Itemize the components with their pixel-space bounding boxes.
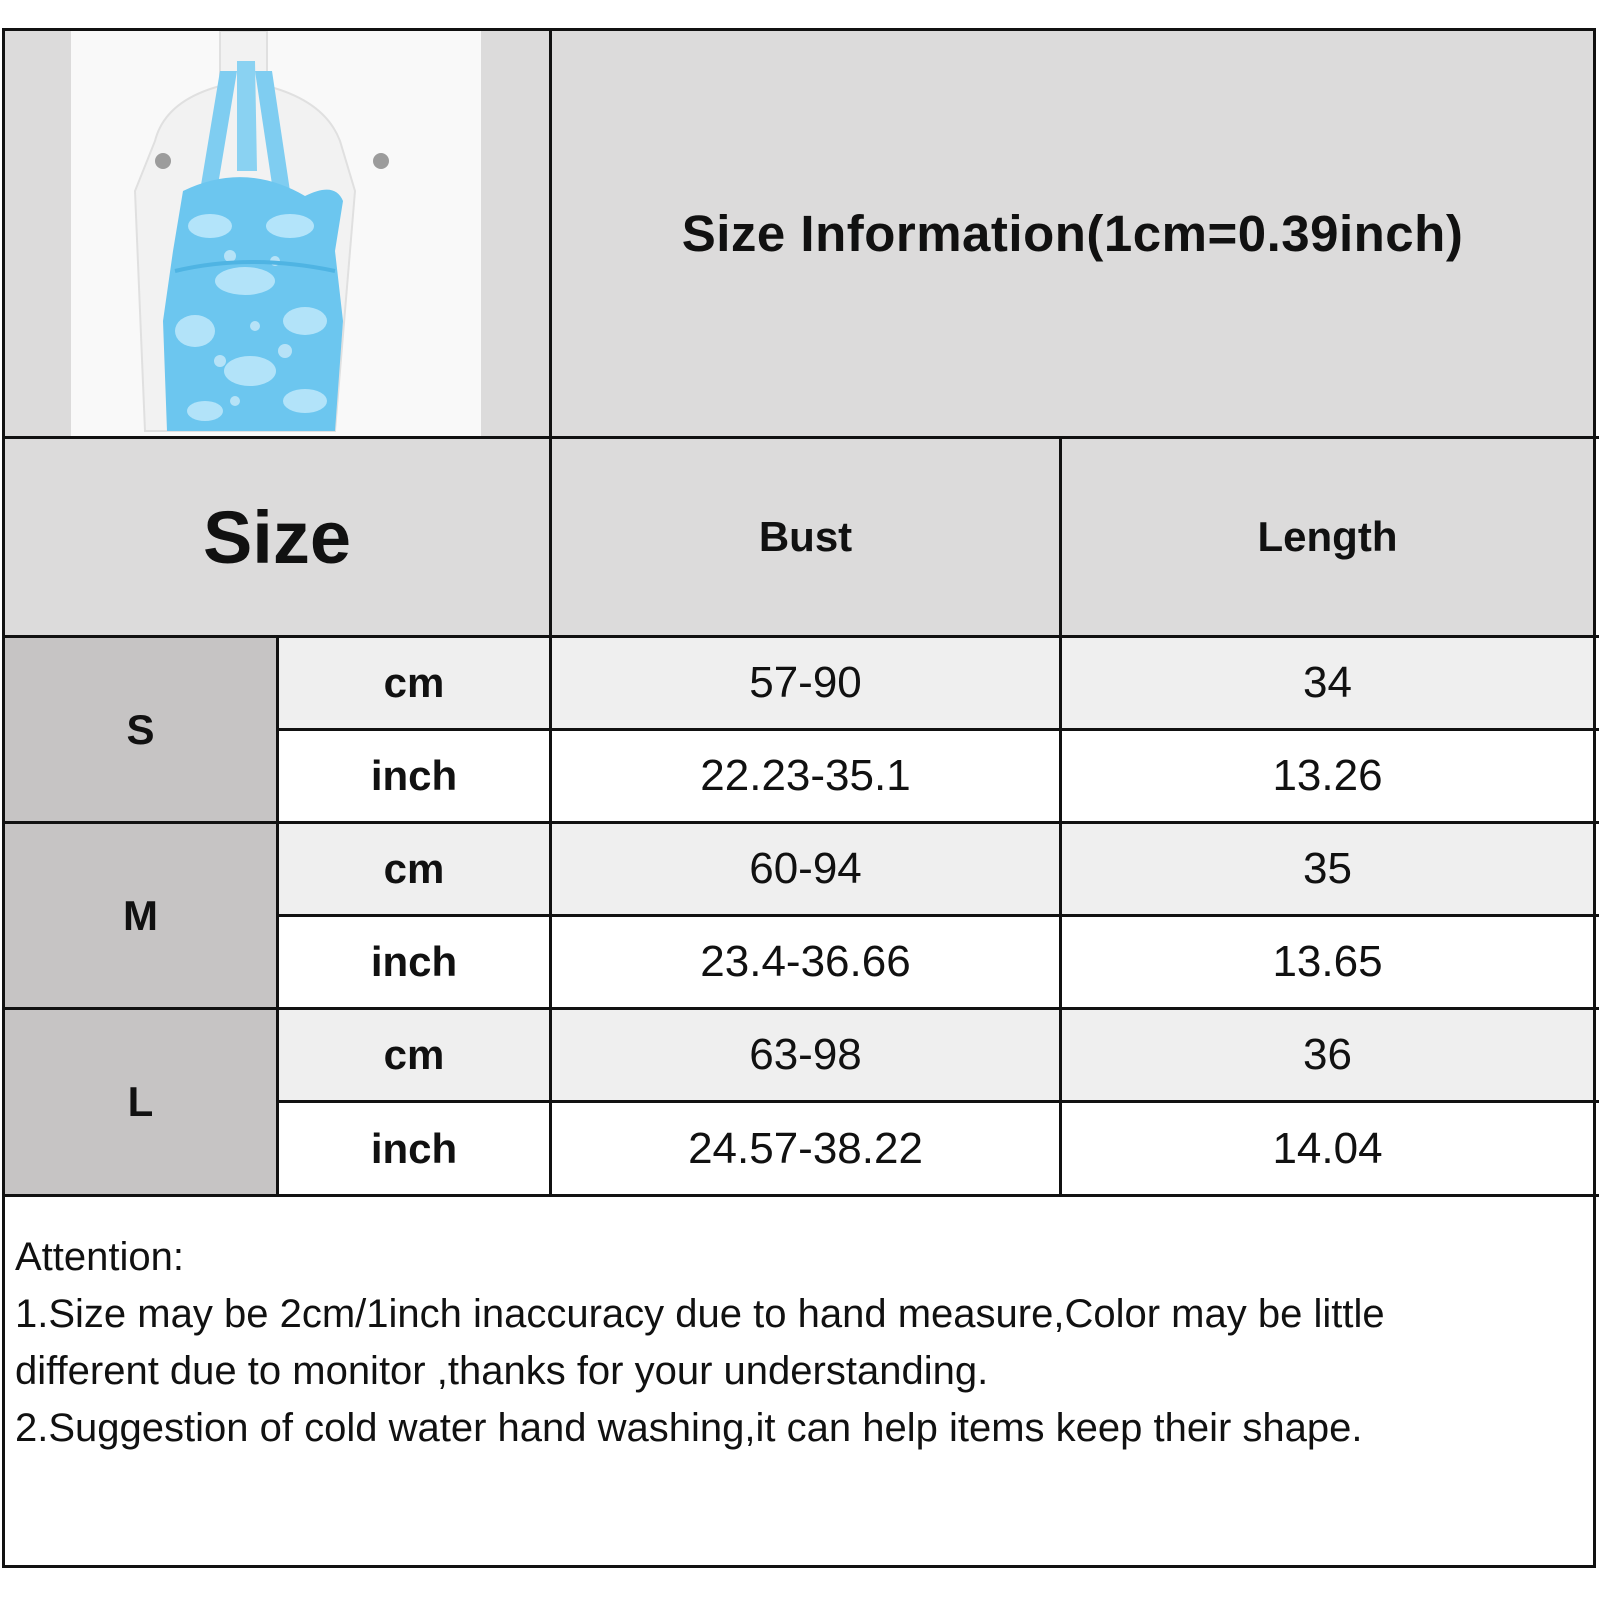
length-value: 13.26 bbox=[1272, 751, 1383, 800]
bust-header-cell bbox=[552, 439, 1059, 635]
grid-line bbox=[5, 1194, 1599, 1197]
grid-line bbox=[5, 821, 1599, 824]
grid-line bbox=[1059, 436, 1062, 1197]
grid-line bbox=[5, 1007, 1599, 1010]
length-value-cell bbox=[1062, 1103, 1593, 1194]
bust-value-cell bbox=[552, 824, 1059, 914]
notes-heading: Attention: bbox=[15, 1235, 185, 1279]
grid-line bbox=[276, 635, 279, 1197]
bust-value-cell bbox=[552, 1010, 1059, 1100]
grid-line bbox=[279, 728, 1599, 731]
product-photo bbox=[5, 31, 549, 436]
grid-line bbox=[279, 914, 1599, 917]
size-label: L bbox=[127, 1078, 154, 1125]
size-header-cell bbox=[5, 439, 549, 635]
bust-value-cell bbox=[552, 731, 1059, 821]
size-label: S bbox=[126, 705, 155, 753]
bust-value: 23.4-36.66 bbox=[700, 937, 911, 986]
unit-cell bbox=[279, 1103, 549, 1194]
unit-cell bbox=[279, 824, 549, 914]
size-chart bbox=[2, 28, 1596, 1568]
bust-header: Bust bbox=[758, 513, 853, 560]
unit-label: cm bbox=[383, 1031, 445, 1078]
attention-notes bbox=[15, 1229, 1585, 1457]
grid-line bbox=[5, 635, 1599, 638]
length-value: 35 bbox=[1303, 844, 1352, 893]
size-label: M bbox=[123, 891, 158, 939]
unit-label: inch bbox=[370, 752, 458, 799]
length-value-cell bbox=[1062, 731, 1593, 821]
bust-value: 57-90 bbox=[749, 658, 862, 707]
size-header: Size bbox=[202, 495, 352, 579]
product-photo-cell bbox=[5, 31, 549, 436]
length-value-cell bbox=[1062, 917, 1593, 1007]
unit-label: cm bbox=[383, 845, 445, 892]
unit-cell bbox=[279, 917, 549, 1007]
length-value: 34 bbox=[1303, 658, 1352, 707]
length-value-cell bbox=[1062, 1010, 1593, 1100]
notes-line: 1.Size may be 2cm/1inch inaccuracy due to hand measure,Color may be little bbox=[15, 1292, 1385, 1336]
title-cell bbox=[552, 31, 1593, 436]
bust-value-cell bbox=[552, 638, 1059, 728]
length-value-cell bbox=[1062, 824, 1593, 914]
chart-title: Size Information(1cm=0.39inch) bbox=[681, 205, 1464, 262]
unit-label: inch bbox=[370, 1124, 458, 1172]
length-header: Length bbox=[1257, 513, 1398, 560]
bust-value: 60-94 bbox=[749, 844, 862, 893]
length-value: 36 bbox=[1303, 1030, 1352, 1079]
size-cell-s bbox=[5, 638, 276, 821]
notes-line: different due to monitor ,thanks for your understanding. bbox=[15, 1349, 989, 1393]
bust-value-cell bbox=[552, 917, 1059, 1007]
grid-line bbox=[5, 436, 1599, 439]
length-header-cell bbox=[1062, 439, 1593, 635]
length-value: 14.04 bbox=[1272, 1123, 1383, 1173]
unit-label: cm bbox=[383, 659, 445, 706]
unit-cell bbox=[279, 1010, 549, 1100]
size-cell-l bbox=[5, 1010, 276, 1194]
length-value-cell bbox=[1062, 638, 1593, 728]
length-value: 13.65 bbox=[1272, 937, 1383, 986]
grid-line bbox=[279, 1100, 1599, 1103]
unit-label: inch bbox=[370, 938, 458, 985]
unit-cell bbox=[279, 638, 549, 728]
bust-value-cell bbox=[552, 1103, 1059, 1194]
unit-cell bbox=[279, 731, 549, 821]
bust-value: 22.23-35.1 bbox=[700, 751, 911, 800]
bust-value: 63-98 bbox=[749, 1030, 862, 1079]
size-cell-m bbox=[5, 824, 276, 1007]
bust-value: 24.57-38.22 bbox=[688, 1123, 923, 1173]
notes-line: 2.Suggestion of cold water hand washing,it can help items keep their shape. bbox=[15, 1406, 1363, 1450]
grid-line bbox=[549, 31, 552, 1197]
